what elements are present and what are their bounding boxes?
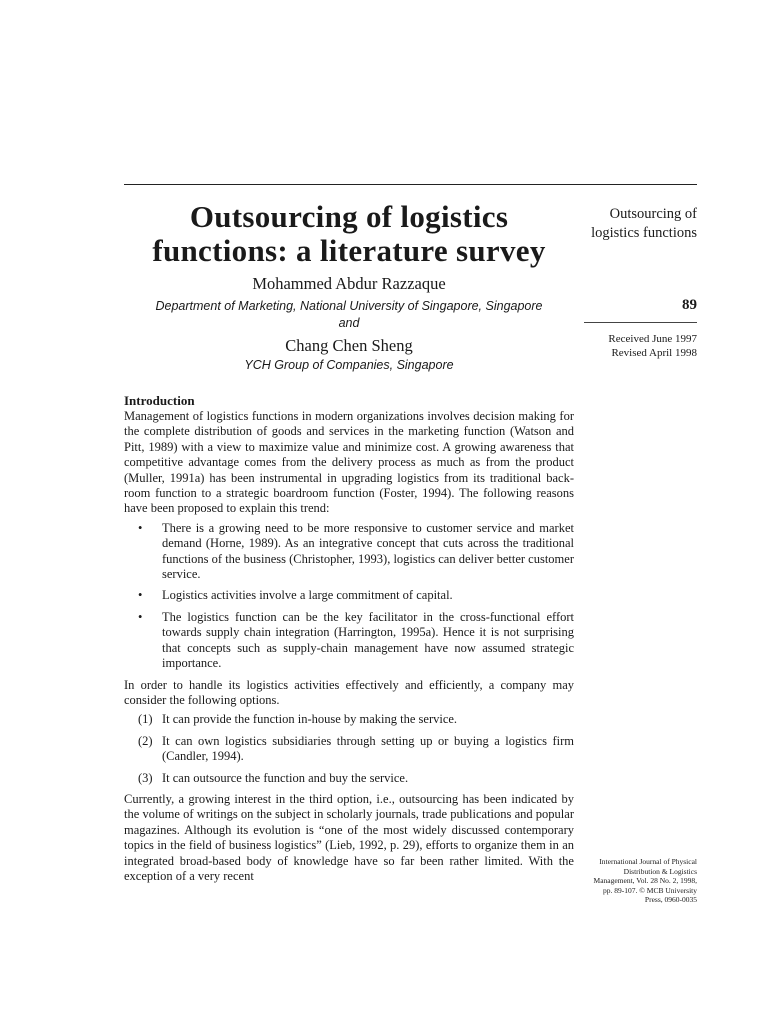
option-text: It can own logistics subsidiaries through setting up or buying a logistics firm (Candler, 1994). [162, 733, 574, 764]
bullet-text: There is a growing need to be more responsive to customer service and market demand (Horne, 1989). As an integrative concept that cuts across the traditional functions of the business (Christopher, 1993), logistics can deliver better customer service. [162, 520, 574, 582]
bullet-text: The logistics function can be the key facilitator in the cross-functional effort towards supply chain integration (Harrington, 1995a). Hence it is not surprising that concepts such as supply-chain management have now assumed strategic importance. [162, 609, 574, 671]
bullet-text: Logistics activities involve a large commitment of capital. [162, 588, 453, 603]
paragraph-options-intro: In order to handle its logistics activities effectively and efficiently, a company may consider the following options. [124, 677, 574, 707]
option-item [124, 734, 574, 765]
running-title: Outsourcing of logistics functions [591, 206, 697, 241]
article-title: Outsourcing of logistics functions: a literature survey [152, 199, 546, 268]
page-number: 89 [682, 297, 697, 313]
option-number: (1) [138, 712, 153, 727]
bullet-mark: • [138, 588, 143, 603]
option-number: (2) [138, 733, 153, 748]
option-item [124, 771, 574, 786]
section-heading-introduction: Introduction [124, 393, 195, 408]
author-affiliation-2: YCH Group of Companies, Singapore [244, 358, 454, 372]
paragraph-current-interest: Currently, a growing interest in the third option, i.e., outsourcing has been indicated by the volume of writings on the subject in scholarly journals, trade publications and popular magazines. Although its evolution is “one of the most widely discussed contemporary topics in the field of business logistics” (Lieb, 1992, p. 29), efforts to organize them in an integrated broad-based body of knowledge have so far been rather limited. With the exception of a very recent [124, 791, 574, 883]
author-conjunction: and [338, 316, 360, 330]
article-main-column [124, 200, 574, 884]
header-rule [124, 184, 697, 185]
options-numbered-list [124, 712, 574, 786]
bullet-item [124, 610, 574, 672]
received-dates [584, 333, 697, 360]
option-item [124, 712, 574, 727]
paragraph-intro: Management of logistics functions in modern organizations involves decision making for the complete distribution of goods and services in the marketing function (Watson and Pitt, 1989) with a view to maximize value and minimize cost. A growing awareness that competitive advantage comes from the delivery process as much as from the product (Muller, 1991a) has been instrumental in upgrading logistics from its traditional back-room function to a strategic boardroom function (Foster, 1994). The following reasons have been proposed to explain this trend: [124, 409, 574, 516]
author-name-1: Mohammed Abdur Razzaque [252, 274, 446, 293]
option-number: (3) [138, 770, 153, 785]
bullet-mark: • [138, 520, 143, 535]
reasons-bullet-list [124, 521, 574, 672]
author-name-2: Chang Chen Sheng [285, 336, 413, 355]
bullet-item [124, 588, 574, 603]
option-text: It can outsource the function and buy the service. [162, 770, 409, 785]
page-number-rule [584, 322, 697, 323]
bullet-mark: • [138, 609, 143, 624]
option-text: It can provide the function in-house by making the service. [162, 712, 458, 727]
received-date: Received June 1997 [608, 333, 697, 345]
bullet-item [124, 521, 574, 583]
journal-citation: International Journal of Physical Distribution & Logistics Management, Vol. 28 No. 2, 1998, pp. 89-107. © MCB University Press, 0960-0035 [593, 857, 697, 904]
author-affiliation-1: Department of Marketing, National University of Singapore, Singapore [155, 299, 543, 313]
revised-date: Revised April 1998 [611, 346, 697, 359]
